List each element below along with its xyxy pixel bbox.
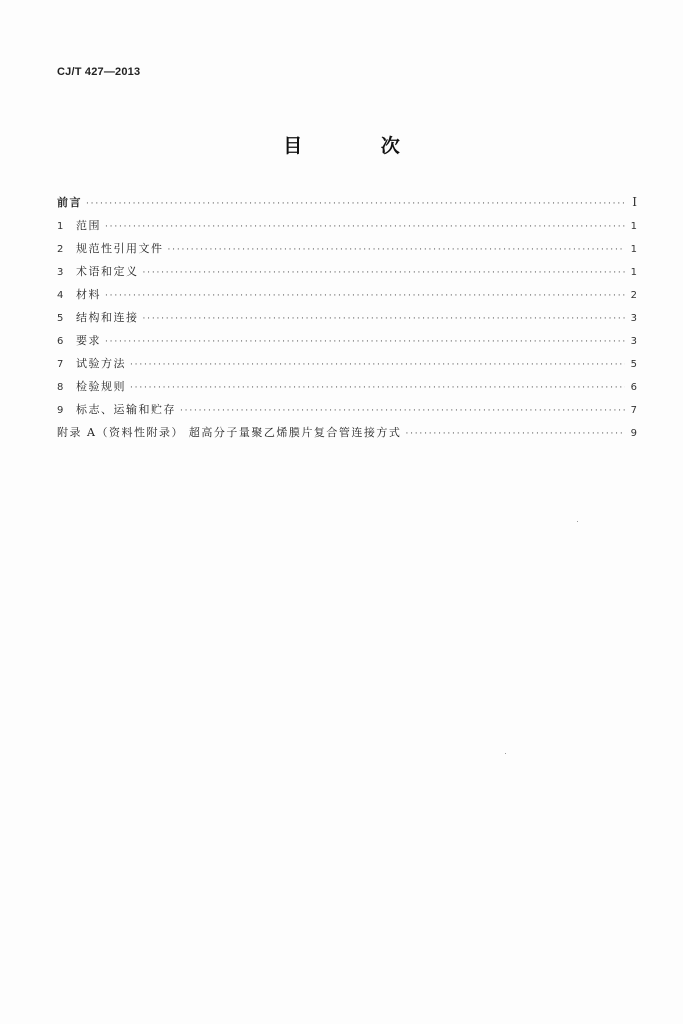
toc-entry-page: 9 bbox=[630, 428, 637, 439]
table-of-contents bbox=[57, 194, 637, 447]
toc-entry-page: 2 bbox=[630, 290, 637, 301]
toc-leader-dots bbox=[130, 360, 625, 370]
toc-entry-label: 结构和连接 bbox=[76, 311, 139, 324]
scan-speck bbox=[577, 521, 578, 522]
toc-entry-page: 6 bbox=[630, 382, 637, 393]
toc-leader-dots bbox=[105, 337, 625, 347]
toc-leader-dots bbox=[168, 245, 626, 255]
toc-entry-page: 5 bbox=[630, 359, 637, 370]
toc-entry-number: 6 bbox=[57, 336, 64, 347]
toc-entry-page: I bbox=[632, 195, 637, 209]
toc-entry-page: 7 bbox=[630, 405, 637, 416]
toc-entry-label: 范围 bbox=[76, 219, 101, 232]
toc-entry-scope[interactable] bbox=[57, 217, 637, 240]
toc-entry-structure-connection[interactable] bbox=[57, 309, 637, 332]
toc-entry-page: 3 bbox=[630, 313, 637, 324]
toc-entry-page: 1 bbox=[630, 267, 637, 278]
toc-entry-label: 要求 bbox=[76, 334, 101, 347]
toc-title: 目 次 bbox=[283, 135, 436, 157]
toc-leader-dots bbox=[143, 314, 626, 324]
scan-speck bbox=[505, 753, 506, 754]
toc-entry-number: 3 bbox=[57, 267, 64, 278]
toc-leader-dots bbox=[143, 268, 626, 278]
toc-leader-dots bbox=[86, 199, 625, 209]
toc-entry-number: 8 bbox=[57, 382, 64, 393]
toc-entry-label: 试验方法 bbox=[76, 357, 126, 370]
toc-entry-foreword[interactable] bbox=[57, 194, 637, 217]
toc-entry-test-methods[interactable] bbox=[57, 355, 637, 378]
toc-entry-materials[interactable] bbox=[57, 286, 637, 309]
toc-entry-marking-transport-storage[interactable] bbox=[57, 401, 637, 424]
toc-entry-number: 7 bbox=[57, 359, 64, 370]
toc-entry-annex-a[interactable] bbox=[57, 424, 637, 447]
toc-entry-label: 标志、运输和贮存 bbox=[76, 403, 176, 416]
toc-leader-dots bbox=[130, 383, 625, 393]
toc-entry-number: 9 bbox=[57, 405, 64, 416]
toc-leader-dots bbox=[405, 429, 625, 439]
toc-leader-dots bbox=[180, 406, 625, 416]
standard-code: CJ/T 427—2013 bbox=[57, 66, 141, 78]
toc-entry-inspection-rules[interactable] bbox=[57, 378, 637, 401]
toc-entry-label: 检验规则 bbox=[76, 380, 126, 393]
toc-entry-label: 附录 A（资料性附录） 超高分子量聚乙烯膜片复合管连接方式 bbox=[57, 426, 402, 439]
toc-entry-page: 1 bbox=[630, 244, 637, 255]
toc-entry-terms-definitions[interactable] bbox=[57, 263, 637, 286]
toc-leader-dots bbox=[105, 291, 625, 301]
toc-entry-requirements[interactable] bbox=[57, 332, 637, 355]
toc-entry-number: 5 bbox=[57, 313, 64, 324]
toc-entry-label: 规范性引用文件 bbox=[76, 242, 164, 255]
toc-entry-number: 2 bbox=[57, 244, 64, 255]
toc-entry-label: 术语和定义 bbox=[76, 265, 139, 278]
toc-entry-page: 3 bbox=[630, 336, 637, 347]
toc-entry-label: 材料 bbox=[76, 288, 101, 301]
toc-leader-dots bbox=[105, 222, 625, 232]
toc-entry-normative-references[interactable] bbox=[57, 240, 637, 263]
toc-entry-page: 1 bbox=[630, 221, 637, 232]
toc-entry-number: 1 bbox=[57, 221, 64, 232]
toc-entry-label: 前言 bbox=[57, 196, 82, 209]
toc-entry-number: 4 bbox=[57, 290, 64, 301]
